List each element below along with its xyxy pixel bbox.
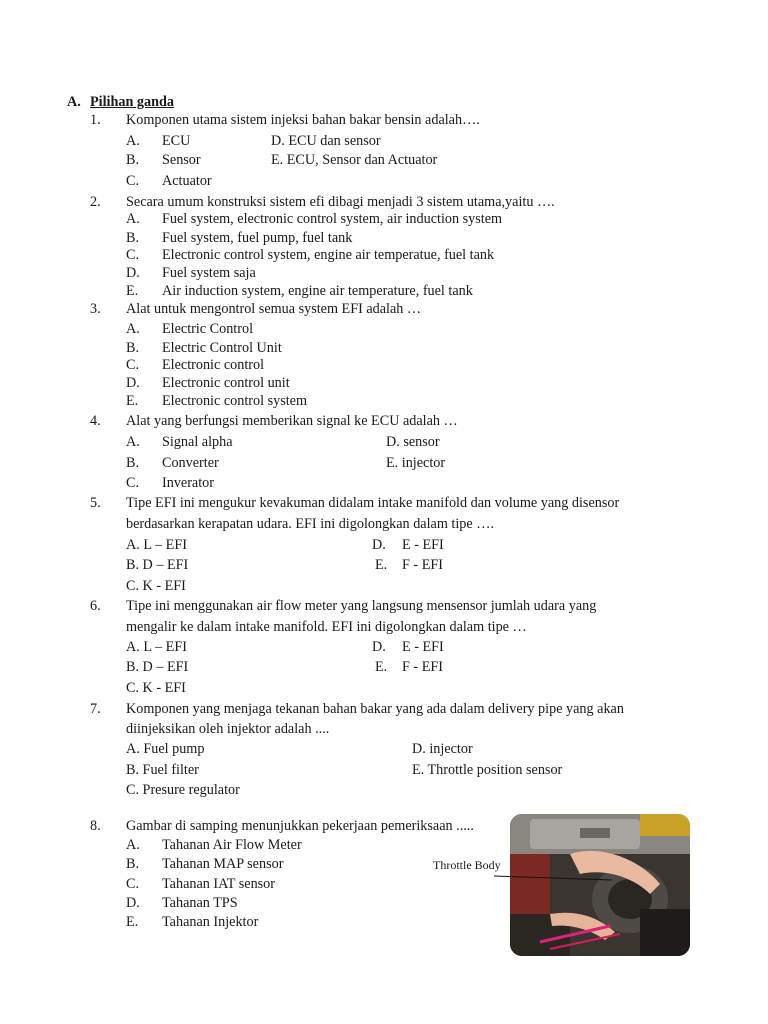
option-letter: E.	[126, 283, 139, 299]
question-text-line1: Tipe EFI ini mengukur kevakuman didalam intake manifold dan volume yang disensor	[126, 495, 620, 511]
option-letter: A.	[126, 837, 140, 853]
option-b: B. Fuel filter	[126, 762, 199, 778]
option-b: Tahanan MAP sensor	[162, 856, 284, 872]
question-text: Gambar di samping menunjukkan pekerjaan pemeriksaan .....	[126, 818, 474, 834]
option-letter: E.	[126, 393, 139, 409]
option-d: D. injector	[412, 741, 473, 757]
option-e: Tahanan Injektor	[162, 914, 259, 930]
option-d: E - EFI	[402, 639, 444, 655]
option-letter: A.	[126, 211, 140, 227]
option-e: E. ECU, Sensor dan Actuator	[271, 152, 438, 168]
option-letter: D.	[126, 265, 140, 281]
option-a: A. Fuel pump	[126, 741, 205, 757]
option-d: D. sensor	[386, 434, 440, 450]
option-letter: A.	[126, 321, 140, 337]
option-b: Electric Control Unit	[162, 340, 282, 356]
image-label: Throttle Body	[433, 858, 501, 872]
option-letter: A.	[126, 133, 140, 149]
question-number: 5.	[90, 495, 101, 511]
option-b: Fuel system, fuel pump, fuel tank	[162, 230, 353, 246]
option-c: C. Presure regulator	[126, 782, 240, 798]
option-letter: E.	[126, 914, 139, 930]
question-text: Alat untuk mengontrol semua system EFI adalah …	[126, 301, 422, 317]
option-e: Air induction system, engine air temperature, fuel tank	[162, 283, 473, 299]
option-a: Signal alpha	[162, 434, 233, 450]
option-letter: B.	[126, 152, 140, 168]
option-letter: E.	[375, 659, 388, 675]
question-text: Komponen utama sistem injeksi bahan bakar bensin adalah….	[126, 112, 480, 128]
question-text: Alat yang berfungsi memberikan signal ke ECU adalah …	[126, 413, 458, 429]
pointer-line	[494, 872, 614, 884]
option-letter: C.	[126, 173, 140, 189]
question-text-line2: diinjeksikan oleh injektor adalah ....	[126, 721, 330, 737]
option-letter: B.	[126, 455, 140, 471]
question-text-line1: Komponen yang menjaga tekanan bahan bakar yang ada dalam delivery pipe yang akan	[126, 701, 624, 717]
option-letter: B.	[126, 340, 140, 356]
option-d: Fuel system saja	[162, 265, 256, 281]
section-letter: A.	[67, 94, 81, 110]
option-a: A. L – EFI	[126, 639, 187, 655]
option-b: B. D – EFI	[126, 557, 189, 573]
option-letter: B.	[126, 230, 140, 246]
option-letter: E.	[375, 557, 388, 573]
question-text-line1: Tipe ini menggunakan air flow meter yang langsung mensensor jumlah udara yang	[126, 598, 597, 614]
question-text-line2: berdasarkan kerapatan udara. EFI ini digolongkan dalam tipe ….	[126, 516, 494, 532]
question-number: 3.	[90, 301, 101, 317]
option-e: E. Throttle position sensor	[412, 762, 563, 778]
option-d: E - EFI	[402, 537, 444, 553]
question-number: 8.	[90, 818, 101, 834]
throttle-body-photo	[510, 814, 690, 956]
option-a: Tahanan Air Flow Meter	[162, 837, 302, 853]
option-c: C. K - EFI	[126, 680, 186, 696]
question-text: Secara umum konstruksi sistem efi dibagi menjadi 3 sistem utama,yaitu ….	[126, 194, 555, 210]
question-number: 2.	[90, 194, 101, 210]
option-c: Electronic control	[162, 357, 265, 373]
question-number: 6.	[90, 598, 101, 614]
question-number: 7.	[90, 701, 101, 717]
option-c: Actuator	[162, 173, 212, 189]
option-letter: C.	[126, 247, 140, 263]
option-letter: D.	[126, 375, 140, 391]
option-letter: A.	[126, 434, 140, 450]
option-letter: D.	[126, 895, 140, 911]
option-e: F - EFI	[402, 557, 443, 573]
option-a: Fuel system, electronic control system, air induction system	[162, 211, 503, 227]
option-letter: C.	[126, 357, 140, 373]
option-letter: C.	[126, 475, 140, 491]
option-b: Sensor	[162, 152, 201, 168]
question-number: 1.	[90, 112, 101, 128]
option-d: Tahanan TPS	[162, 895, 238, 911]
option-c: Tahanan IAT sensor	[162, 876, 275, 892]
option-c: C. K - EFI	[126, 578, 186, 594]
option-letter: D.	[372, 639, 386, 655]
option-b: B. D – EFI	[126, 659, 189, 675]
option-c: Electronic control system, engine air temperatue, fuel tank	[162, 247, 495, 263]
option-d: Electronic control unit	[162, 375, 290, 391]
option-letter: B.	[126, 856, 140, 872]
option-d: D. ECU dan sensor	[271, 133, 381, 149]
option-letter: C.	[126, 876, 140, 892]
section-title: Pilihan ganda	[90, 94, 174, 110]
option-e: Electronic control system	[162, 393, 307, 409]
question-number: 4.	[90, 413, 101, 429]
option-a: Electric Control	[162, 321, 254, 337]
question-text-line2: mengalir ke dalam intake manifold. EFI ini digolongkan dalam tipe …	[126, 619, 527, 635]
option-letter: D.	[372, 537, 386, 553]
option-e: E. injector	[386, 455, 446, 471]
option-a: ECU	[162, 133, 191, 149]
option-e: F - EFI	[402, 659, 443, 675]
option-a: A. L – EFI	[126, 537, 187, 553]
option-b: Converter	[162, 455, 219, 471]
option-c: Inverator	[162, 475, 214, 491]
